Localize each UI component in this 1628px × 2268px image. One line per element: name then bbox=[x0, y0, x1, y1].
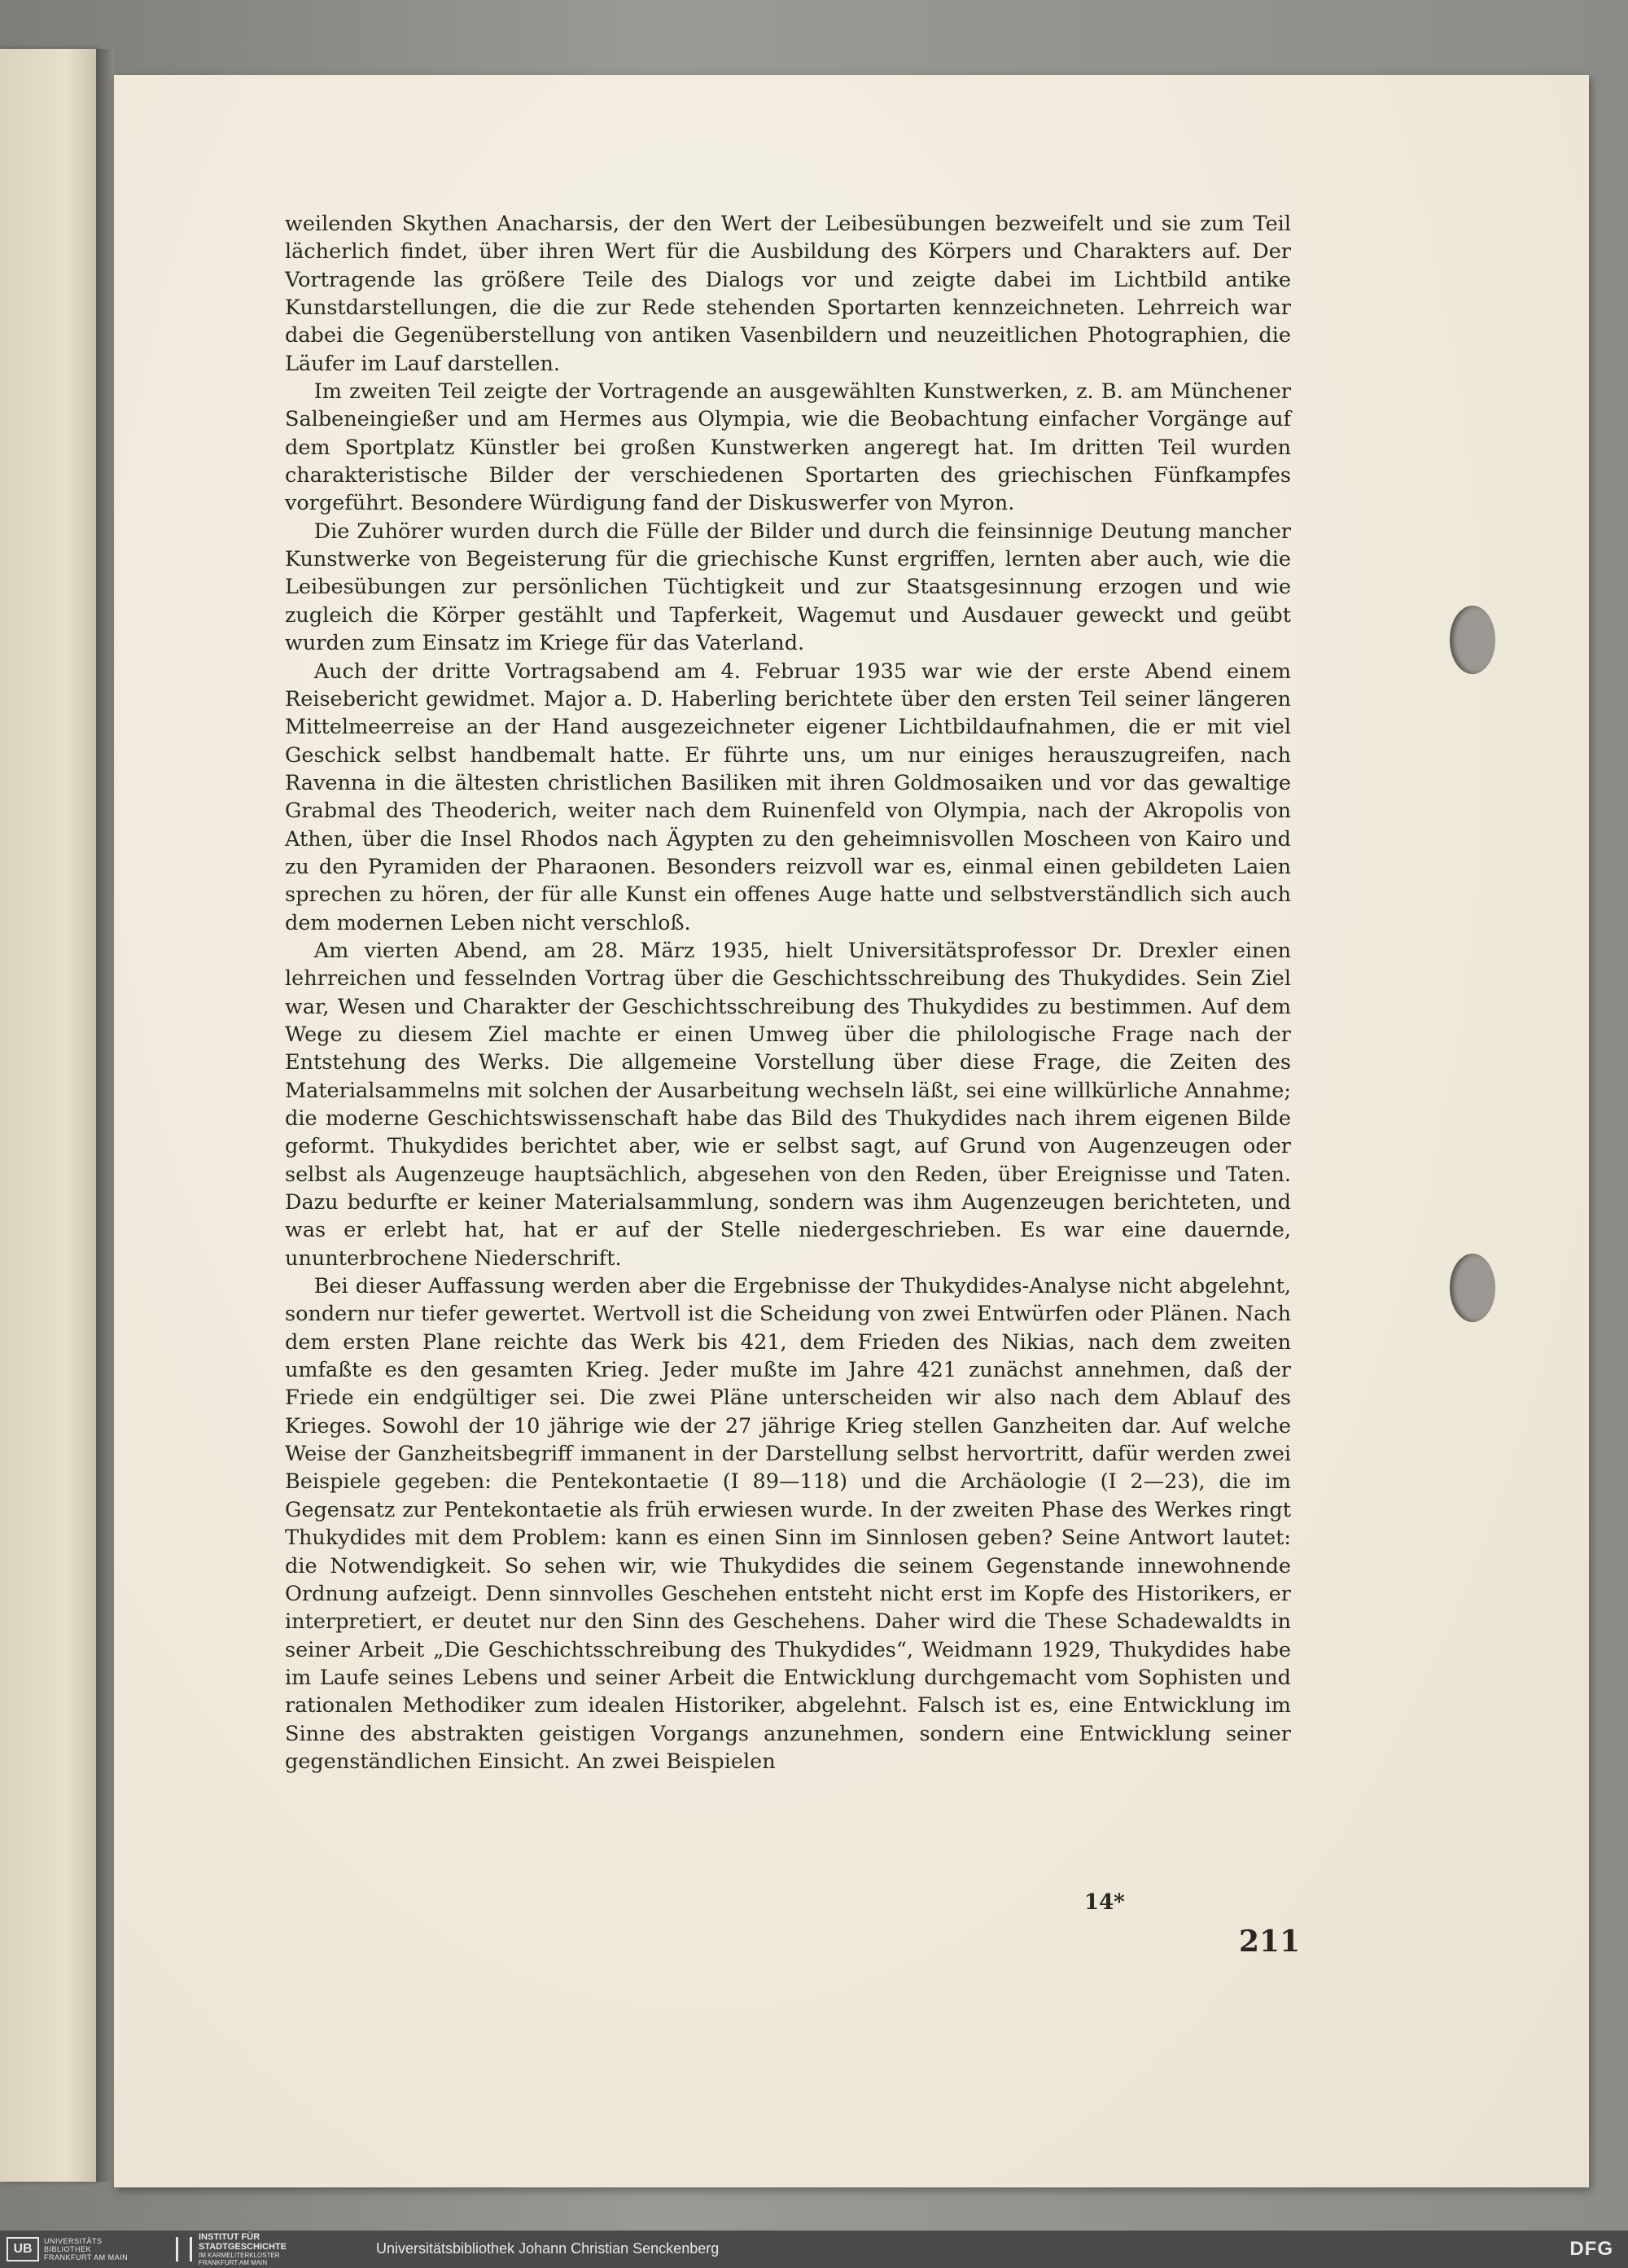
isg-logo-line: IM KARMELITERKLOSTER bbox=[199, 2252, 280, 2259]
punch-hole bbox=[1450, 1254, 1495, 1322]
ub-logo-line: FRANKFURT AM MAIN bbox=[44, 2253, 129, 2261]
isg-logo-text bbox=[199, 2232, 287, 2266]
page-number: 211 bbox=[1239, 1924, 1301, 1959]
paragraph: Auch der dritte Vortragsabend am 4. Februar 1935 war wie der erste Abend einem Reisebericht gewidmet. Major a. D. Haberling berichtete über den ersten Teil seiner längeren Mittelmeerreise an der Hand ausgezeichneter eigener Lichtbildaufnahmen, die er mit viel Geschick selbst handbemalt hatte. Er führte uns, um nur einiges herauszugreifen, nach Ravenna in die ältesten christlichen Basiliken mit ihren Goldmosaiken und vor das gewaltige Grabmal des Theoderich, weiter nach dem Ruinenfeld von Olympia, nach der Akropolis von Athen, über die Insel Rhodos nach Ägypten zu den geheimnisvollen Moscheen von Kairo und zu den Pyramiden der Pharaonen. Besonders reizvoll war es, einmal einen gebildeten Laien sprechen zu hören, der für alle Kunst ein offenes Auge hatte und selbstverständlich sich auch dem modernen Leben nicht verschloß. bbox=[285, 659, 1291, 935]
repository-name: Universitätsbibliothek Johann Christian Senckenberg bbox=[376, 2240, 720, 2257]
signature-mark: 14* bbox=[1084, 1890, 1125, 1915]
ub-logo-text bbox=[44, 2237, 128, 2261]
paragraph: Bei dieser Auffassung werden aber die Ergebnisse der Thukydides-Analyse nicht abgelehnt, sondern nur tiefer gewertet. Wertvoll ist die Scheidung von zwei Entwürfen oder Plänen. Nach dem ersten Plane reichte das Werk bis 421, dem Frieden des Nikias, nach dem zweiten umfaßte es den gesamten Krieg. Jeder mußte im Jahre 421 zunächst annehmen, daß der Friede ein endgültiger sei. Die zwei Pläne unterscheiden wir also nach dem Ablauf des Krieges. Sowohl der 10 jährige wie der 27 jährige Krieg stellen Ganzheiten dar. Auf welche Weise der Ganzheitsbegriff immanent in der Darstellung selbst hervortritt, dafür werden zwei Beispiele gegeben: die Pentekontaetie (I 89—118) und die Archäologie (I 2—23), die im Gegensatz zur Pentekontaetie als früh erwiesen wurde. In der zweiten Phase des Werkes ringt Thukydides mit dem Problem: kann es einen Sinn im Sinnlosen geben? Seine Antwort lautet: die Notwendigkeit. So sehen wir, wie Thukydides die seinem Gegenstande innewohnende Ordnung aufzeigt. Denn sinnvolles Geschehen entsteht nicht erst im Kopfe des Historikers, er interpretiert, er deutet nur den Sinn des Geschehens. Daher wird die These Schadewaldts in seiner Arbeit „Die Geschichtsschreibung des Thukydides“, Weidmann 1929, Thukydides habe im Laufe seines Lebens und seiner Arbeit die Entwicklung durchgemacht vom Sophisten und rationalen Methodiker zum idealen Historiker, abgelehnt. Falsch ist es, eine Entwicklung im Sinne des abstrakten geistigen Vorgangs anzunehmen, sondern eine Entwicklung seiner gegenständlichen Einsicht. An zwei Beispielen bbox=[285, 1274, 1291, 1774]
body-text bbox=[285, 210, 1291, 1775]
isg-logo-line: STADTGESCHICHTE bbox=[199, 2242, 287, 2252]
isg-logo[interactable] bbox=[176, 2232, 287, 2266]
dfg-logo[interactable]: DFG bbox=[1569, 2238, 1613, 2260]
ub-logo-icon: UB bbox=[7, 2237, 39, 2261]
book-gutter bbox=[96, 49, 114, 2182]
paragraph: Am vierten Abend, am 28. März 1935, hielt Universitätsprofessor Dr. Drexler einen lehrreichen und fesselnden Vortrag über die Geschichtsschreibung des Thukydides. Sein Ziel war, Wesen und Charakter der Geschichtsschreibung des Thukydides zu bestimmen. Auf dem Wege zu diesem Ziel machte er einen Umweg über die philologische Frage nach der Entstehung des Werks. Die allgemeine Vorstellung über diese Frage, die Zeiten des Materialsammelns mit solchen der Ausarbeitung wechseln läßt, sei eine willkürliche Annahme; die moderne Geschichtswissenschaft habe das Bild des Thukydides nach ihrem eigenen Bilde geformt. Thukydides berichtet aber, wie er selbst sagt, auf Grund von Augenzeugen oder selbst als Augenzeuge hauptsächlich, abgesehen von den Reden, über Ereignisse und Taten. Dazu bedurfte er keiner Materialsammlung, sondern was ihm Augenzeugen berichteten, und was er erlebt hat, hat er auf der Stelle niedergeschrieben. Es war eine dauernde, ununterbrochene Niederschrift. bbox=[285, 938, 1291, 1271]
paragraph: Die Zuhörer wurden durch die Fülle der Bilder und durch die feinsinnige Deutung mancher Kunstwerke von Begeisterung für die griechische Kunst ergriffen, lernten aber auch, wie die Leibesübungen zur persönlichen Tüchtigkeit und zur Staatsgesinnung erzogen und wie zugleich die Körper gestählt und Tapferkeit, Wagemut und Ausdauer geweckt und geübt wurden zum Einsatz im Kriege für das Vaterland. bbox=[285, 519, 1291, 656]
ub-logo-line: BIBLIOTHEK bbox=[44, 2245, 92, 2253]
punch-hole bbox=[1450, 606, 1495, 674]
ub-logo[interactable] bbox=[7, 2235, 128, 2263]
previous-page-edge bbox=[0, 49, 96, 2182]
footer-bar bbox=[0, 2231, 1628, 2268]
paragraph: Im zweiten Teil zeigte der Vortragende an ausgewählten Kunstwerken, z. B. am Münchener Salbeneingießer und am Hermes aus Olympia, wie die Beobachtung einfacher Vorgänge auf dem Sportplatz Künstler bei großen Kunstwerken angeregt hat. Im dritten Teil wurden charakteristische Bilder der verschiedenen Sportarten des griechischen Fünfkampfes vorgeführt. Besondere Würdigung fand der Diskuswerfer von Myron. bbox=[285, 379, 1291, 516]
isg-logo-icon bbox=[176, 2237, 192, 2261]
paragraph: weilenden Skythen Anacharsis, der den Wert der Leibesübungen bezweifelt und sie zum Teil lächerlich findet, über ihren Wert für die Ausbildung des Körpers und Charakters auf. Der Vortragende las größere Teile des Dialogs vor und zeigte dabei im Lichtbild antike Kunstdarstellungen, die die zur Rede stehenden Sportarten kennzeichneten. Lehrreich war dabei die Gegenüberstellung von antiken Vasenbildern und neuzeitlichen Photographien, die Läufer im Lauf darstellen. bbox=[285, 212, 1291, 376]
isg-logo-line: INSTITUT FÜR bbox=[199, 2232, 260, 2242]
isg-logo-line: FRANKFURT AM MAIN bbox=[199, 2259, 268, 2266]
ub-logo-line: UNIVERSITÄTS bbox=[44, 2237, 103, 2245]
